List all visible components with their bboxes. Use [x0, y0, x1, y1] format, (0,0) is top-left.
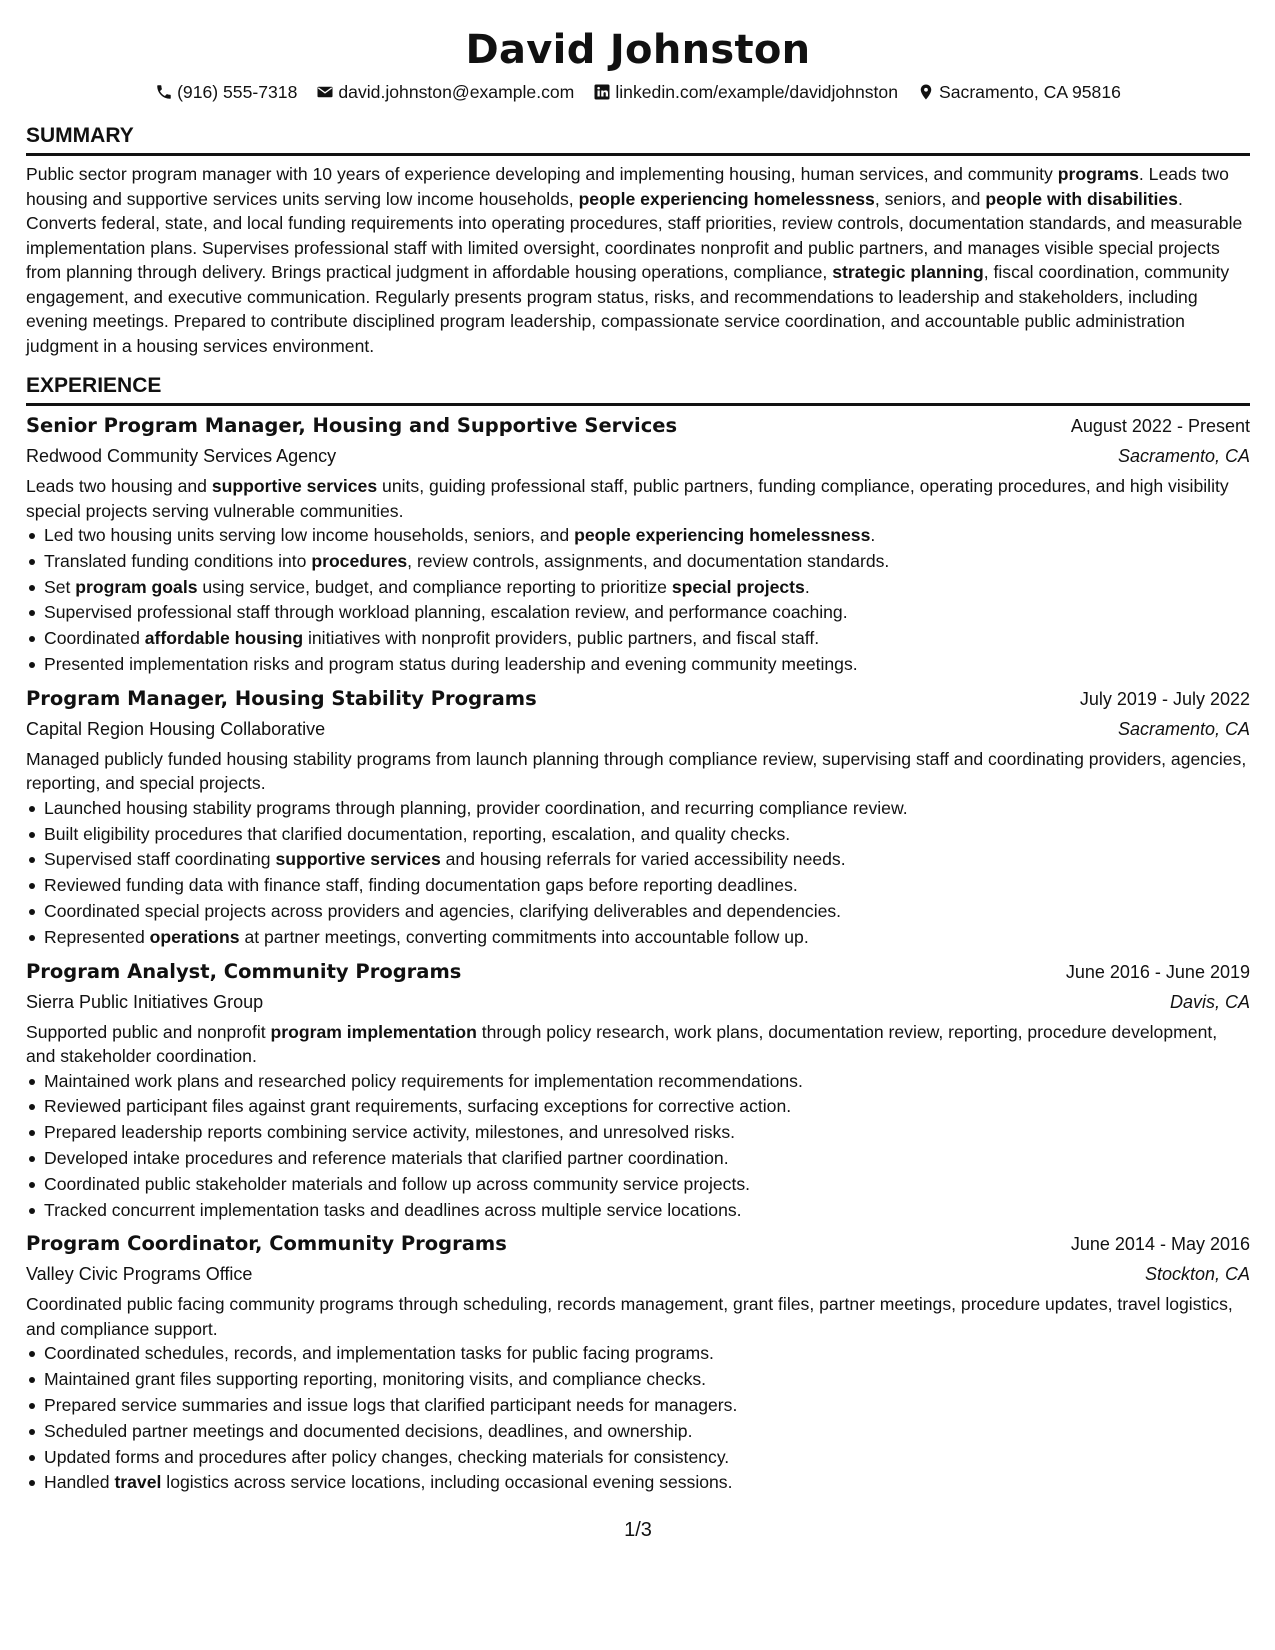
contact-bar [26, 80, 1250, 104]
emphasis-text: procedures [311, 550, 408, 571]
bullet-item: Maintained grant files supporting reporting, monitoring visits, and compliance checks. [26, 1367, 1250, 1393]
emphasis-text: program implementation [270, 1021, 477, 1042]
job-dates: June 2016 - June 2019 [1065, 961, 1250, 982]
bullet-item: Maintained work plans and researched policy requirements for implementation recommendations. [26, 1069, 1250, 1095]
bullet-item: Translated funding conditions into procedures, review controls, assignments, and documentation standards. [26, 549, 1250, 575]
job-company: Sierra Public Initiatives Group [26, 991, 264, 1012]
bullet-item: Represented operations at partner meetings, converting commitments into accountable follow up. [26, 925, 1250, 951]
emphasis-text: travel [114, 1472, 162, 1493]
job-dates: June 2014 - May 2016 [1070, 1234, 1250, 1255]
job-entry [26, 685, 1250, 951]
contact-location [917, 80, 1121, 104]
emphasis-text: affordable housing [144, 628, 304, 649]
contact-email[interactable] [316, 80, 574, 104]
experience-list [26, 412, 1250, 1496]
emphasis-text: people experiencing homelessness [574, 525, 871, 545]
phone-text: (916) 555-7318 [177, 82, 298, 102]
linkedin-text[interactable]: linkedin.com/example/davidjohnston [615, 82, 898, 102]
job-description: Supported public and nonprofit program implementation through policy research, work plans, documentation review, reporting, procedure development, and stakeholder coordination. [26, 1021, 1218, 1067]
job-company: Valley Civic Programs Office [26, 1264, 253, 1285]
phone-icon [155, 83, 173, 101]
bullet-item: Reviewed funding data with finance staff, finding documentation gaps before reporting deadlines. [26, 873, 1250, 899]
bullet-item: Set program goals using service, budget, and compliance reporting to prioritize special projects. [26, 575, 1250, 601]
map-pin-icon [917, 83, 935, 101]
job-location: Sacramento, CA [1117, 718, 1250, 739]
job-description: Managed publicly funded housing stability programs from launch planning through compliance review, supervising staff and coordinating providers, agencies, reporting, and special projects. [26, 748, 1247, 794]
summary-text: Public sector program manager with 10 years of experience developing and implementing housing, human services, and community programs. Leads two housing and supportive services units serving low income households, people experiencing homelessness, seniors, and people with disabilities. Converts federal, state, and local funding requirements into operating procedures, staff priorities, review controls, documentation standards, and measurable implementation plans. Supervises professional staff with limited oversight, coordinates nonprofit and public partners, and manages visible special projects from planning through delivery. Brings practical judgment in affordable housing operations, compliance, strategic planning, fiscal coordination, community engagement, and executive communication. Regularly presents program status, risks, and recommendations to leadership and stakeholders, including evening meetings. Prepared to contribute disciplined program leadership, compassionate service coordination, and accountable public administration judgment in a housing services environment. [26, 164, 1243, 356]
linkedin-icon [593, 83, 611, 101]
job-header [26, 412, 1250, 440]
location-text: Sacramento, CA 95816 [939, 82, 1121, 102]
job-title: Program Coordinator, Community Programs [26, 1232, 507, 1256]
job-header [26, 1230, 1250, 1258]
contact-phone [155, 80, 297, 104]
job-company: Redwood Community Services Agency [26, 446, 337, 466]
job-location: Sacramento, CA [1117, 446, 1250, 466]
emphasis-text: people experiencing homelessness [578, 188, 875, 209]
emphasis-text: program goals [75, 576, 198, 597]
bullet-item: Handled travel logistics across service locations, including occasional evening sessions. [26, 1470, 1250, 1496]
experience-heading: EXPERIENCE [26, 373, 1250, 406]
job-description: Coordinated public facing community programs through scheduling, records management, grant files, partner meetings, procedure updates, travel logistics, and compliance support. [26, 1294, 1233, 1339]
emphasis-text: special projects [671, 576, 805, 597]
bullet-item: Developed intake procedures and reference materials that clarified partner coordination. [26, 1146, 1250, 1172]
bullet-item: Led two housing units serving low income households, seniors, and people experiencing homelessness. [26, 523, 1250, 549]
job-location: Stockton, CA [1144, 1264, 1250, 1285]
resume-page [26, 0, 1250, 1650]
bullet-item: Updated forms and procedures after policy changes, checking materials for consistency. [26, 1445, 1250, 1471]
emphasis-text: programs [1057, 164, 1139, 184]
page-indicator: 1/3 [624, 1519, 652, 1541]
bullet-item: Presented implementation risks and program status during leadership and evening community meetings. [26, 652, 1250, 678]
bullet-item: Supervised professional staff through workload planning, escalation review, and performance coaching. [26, 600, 1250, 626]
email-text[interactable]: david.johnston@example.com [338, 82, 575, 102]
bullet-item: Prepared service summaries and issue logs that clarified participant needs for managers. [26, 1393, 1250, 1419]
bullet-item: Coordinated public stakeholder materials and follow up across community service projects. [26, 1172, 1250, 1198]
job-subheader [26, 442, 1250, 470]
job-header [26, 685, 1250, 713]
job-company: Capital Region Housing Collaborative [26, 718, 326, 739]
job-bullets [26, 1341, 1250, 1496]
contact-linkedin[interactable] [593, 80, 898, 104]
bullet-item: Tracked concurrent implementation tasks and deadlines across multiple service locations. [26, 1198, 1250, 1224]
bullet-item: Built eligibility procedures that clarified documentation, reporting, escalation, and quality checks. [26, 822, 1250, 848]
bullet-item: Launched housing stability programs through planning, provider coordination, and recurring compliance review. [26, 796, 1250, 822]
job-subheader [26, 1260, 1250, 1288]
bullet-item: Coordinated special projects across providers and agencies, clarifying deliverables and dependencies. [26, 899, 1250, 925]
emphasis-text: operations [149, 926, 240, 947]
emphasis-text: strategic planning [832, 262, 984, 282]
candidate-name: David Johnston [465, 27, 811, 73]
job-dates: July 2019 - July 2022 [1079, 688, 1250, 709]
job-title: Program Analyst, Community Programs [26, 959, 462, 983]
bullet-item: Scheduled partner meetings and documented decisions, deadlines, and ownership. [26, 1419, 1250, 1445]
job-header [26, 958, 1250, 986]
job-entry [26, 412, 1250, 678]
job-bullets [26, 1069, 1250, 1224]
job-location: Davis, CA [1169, 991, 1250, 1012]
emphasis-text: supportive services [211, 476, 378, 496]
bullet-item: Reviewed participant files against grant requirements, surfacing exceptions for corrective action. [26, 1094, 1250, 1120]
emphasis-text: people with disabilities [985, 188, 1178, 209]
summary-heading: SUMMARY [26, 123, 1250, 156]
job-bullets [26, 523, 1250, 678]
bullet-item: Coordinated affordable housing initiatives with nonprofit providers, public partners, and fiscal staff. [26, 626, 1250, 652]
job-description: Leads two housing and supportive services units, guiding professional staff, public partners, funding compliance, operating procedures, and high visibility special projects serving vulnerable communities. [26, 476, 1229, 521]
job-subheader [26, 715, 1250, 743]
job-entry [26, 958, 1250, 1224]
bullet-item: Supervised staff coordinating supportive services and housing referrals for varied accessibility needs. [26, 847, 1250, 873]
job-dates: August 2022 - Present [1070, 416, 1250, 436]
job-title: Program Manager, Housing Stability Programs [26, 686, 537, 710]
job-title: Senior Program Manager, Housing and Supportive Services [26, 414, 678, 437]
job-bullets [26, 796, 1250, 951]
bullet-item: Prepared leadership reports combining service activity, milestones, and unresolved risks. [26, 1120, 1250, 1146]
bullet-item: Coordinated schedules, records, and implementation tasks for public facing programs. [26, 1341, 1250, 1367]
job-subheader [26, 988, 1250, 1016]
envelope-icon [316, 83, 334, 101]
emphasis-text: supportive services [275, 849, 441, 870]
job-entry [26, 1230, 1250, 1496]
